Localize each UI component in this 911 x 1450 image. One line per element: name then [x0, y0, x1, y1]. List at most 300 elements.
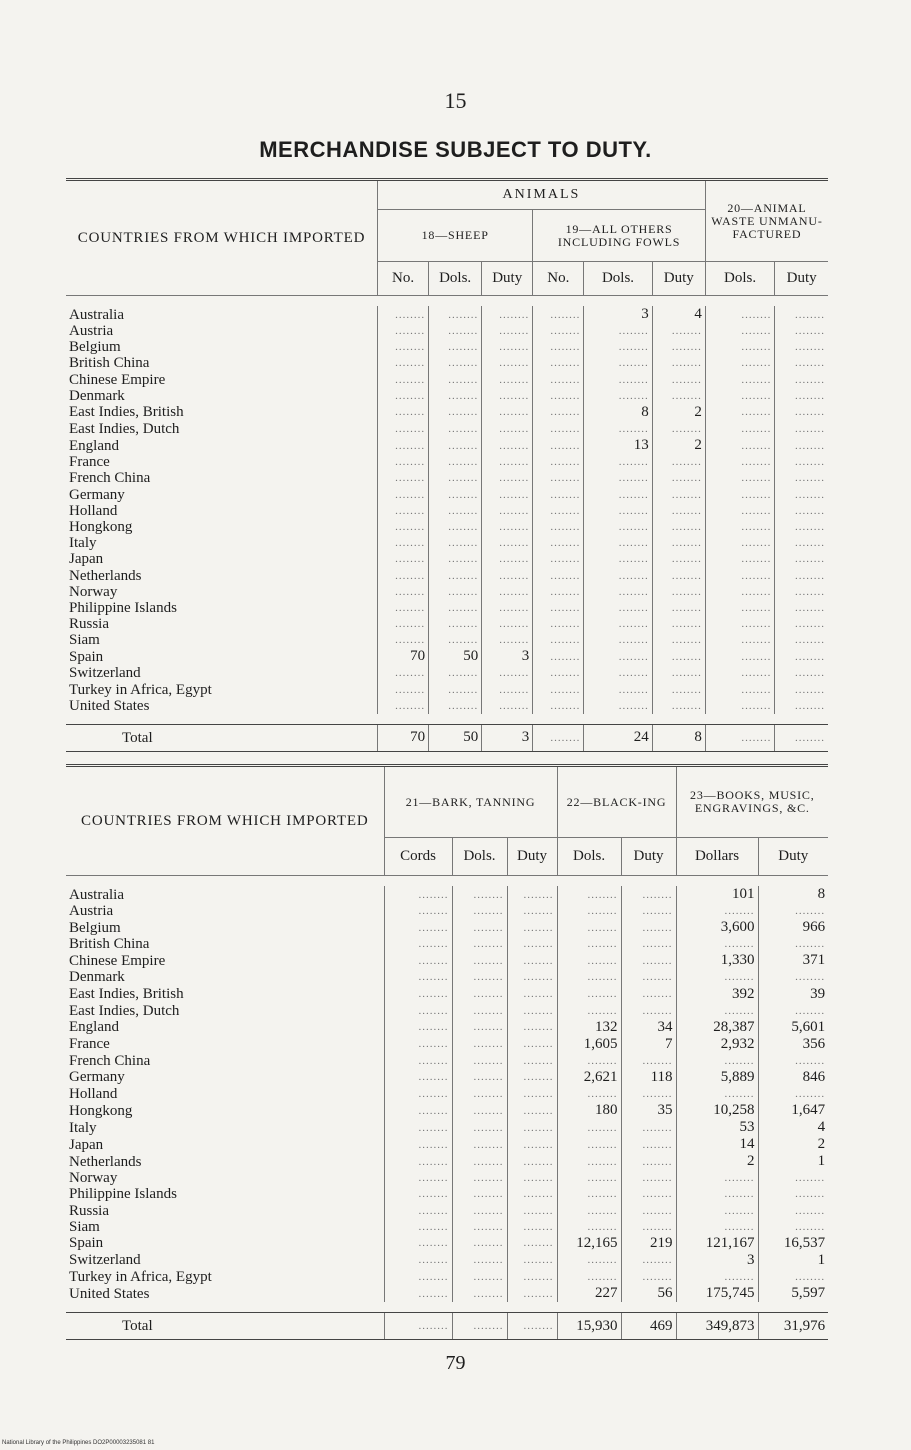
empty-cell: ........	[482, 551, 533, 567]
value-cell: 175,745	[676, 1285, 758, 1302]
empty-cell: ........	[775, 584, 828, 600]
value-cell: 392	[676, 986, 758, 1003]
empty-cell: ........	[652, 355, 705, 371]
country-name: Chinese Empire	[69, 371, 166, 388]
animals-table	[66, 178, 828, 752]
table-row	[66, 600, 828, 616]
empty-cell: ........	[533, 372, 584, 388]
empty-cell: ........	[676, 1203, 758, 1219]
empty-cell: ........	[758, 1203, 828, 1219]
empty-cell: ........	[384, 1036, 452, 1053]
value-cell: 180	[557, 1102, 621, 1119]
empty-cell: ........	[452, 986, 507, 1003]
empty-cell: ........	[652, 665, 705, 681]
empty-cell: ........	[429, 306, 482, 323]
empty-cell: ........	[557, 1252, 621, 1269]
empty-cell: ........	[705, 421, 774, 437]
country-name: Germany	[69, 1069, 125, 1086]
table-row	[66, 1069, 828, 1086]
empty-cell: ........	[584, 682, 652, 698]
empty-cell: ........	[775, 503, 828, 519]
empty-cell: ........	[758, 1219, 828, 1235]
empty-cell: ........	[507, 952, 557, 969]
empty-cell: ........	[557, 1219, 621, 1235]
empty-cell: ........	[507, 1053, 557, 1069]
footer-page-number: 79	[445, 1352, 466, 1374]
value-cell: 4	[652, 306, 705, 323]
empty-cell: ........	[621, 1053, 676, 1069]
empty-cell: ........	[584, 487, 652, 503]
empty-cell: ........	[533, 682, 584, 698]
country-column-header: COUNTRIES FROM WHICH IMPORTED	[66, 180, 378, 296]
empty-cell: ........	[621, 903, 676, 919]
empty-cell: ........	[621, 1153, 676, 1170]
country-name: Siam	[69, 1218, 100, 1235]
country-name: Denmark	[69, 387, 125, 404]
empty-cell: ........	[482, 404, 533, 421]
country-column-header-2: COUNTRIES FROM WHICH IMPORTED	[66, 766, 384, 876]
empty-cell: ........	[384, 1003, 452, 1019]
bark-tanning-header: 21—BARK, TANNING	[384, 766, 557, 838]
value-cell: 219	[621, 1235, 676, 1252]
country-name: Italy	[69, 535, 97, 552]
empty-cell: ........	[676, 969, 758, 985]
country-name: Hongkong	[69, 518, 133, 535]
empty-cell: ........	[584, 519, 652, 535]
value-cell: 2,621	[557, 1069, 621, 1086]
empty-cell: ........	[676, 1003, 758, 1019]
all-others-header: 19—ALL OTHERS INCLUDING FOWLS	[533, 210, 706, 262]
empty-cell: ........	[652, 323, 705, 339]
empty-cell: ........	[507, 1119, 557, 1136]
empty-cell: ........	[775, 519, 828, 535]
table-row	[66, 470, 828, 486]
country-name: East Indies, British	[69, 404, 184, 421]
empty-cell: ........	[705, 487, 774, 503]
table-row	[66, 886, 828, 903]
value-cell: 3	[584, 306, 652, 323]
empty-cell: ........	[676, 936, 758, 952]
page-number: 15	[444, 88, 467, 113]
country-name: Russia	[69, 1202, 110, 1219]
empty-cell: ........	[705, 388, 774, 404]
country-name: Switzerland	[69, 1252, 141, 1269]
empty-cell: ........	[429, 404, 482, 421]
empty-cell: ........	[378, 519, 429, 535]
empty-cell: ........	[584, 698, 652, 714]
table-row	[66, 1203, 828, 1219]
empty-cell: ........	[378, 503, 429, 519]
empty-cell: ........	[758, 1003, 828, 1019]
empty-cell: ........	[482, 421, 533, 437]
empty-cell: ........	[533, 355, 584, 371]
animal-waste-header: 20—ANIMAL WASTE UNMANU-FACTURED	[705, 180, 828, 262]
empty-cell: ........	[705, 665, 774, 681]
empty-cell: ........	[482, 388, 533, 404]
empty-cell: ........	[507, 1219, 557, 1235]
value-cell: 16,537	[758, 1235, 828, 1252]
table-row	[66, 616, 828, 632]
empty-cell: ........	[378, 567, 429, 583]
empty-cell: ........	[775, 339, 828, 355]
country-name: United States	[69, 697, 150, 714]
country-name: Turkey in Africa, Egypt	[69, 681, 212, 698]
animals-group-header: ANIMALS	[378, 180, 706, 210]
library-credit: National Library of the Philippines DO2P00003235081 81	[2, 1440, 155, 1446]
country-name: Belgium	[69, 339, 121, 356]
total-value: 31,976	[758, 1313, 828, 1340]
country-name: Turkey in Africa, Egypt	[69, 1268, 212, 1285]
table-row	[66, 535, 828, 551]
country-name: Chinese Empire	[69, 952, 166, 969]
total-value: 3	[482, 724, 533, 751]
value-cell: 1	[758, 1252, 828, 1269]
value-cell: 56	[621, 1285, 676, 1302]
empty-cell: ........	[507, 1235, 557, 1252]
empty-cell: ........	[452, 1186, 507, 1202]
value-cell: 1,605	[557, 1036, 621, 1053]
empty-cell: ........	[775, 421, 828, 437]
empty-cell: ........	[429, 470, 482, 486]
empty-cell: ........	[429, 372, 482, 388]
empty-cell: ........	[482, 323, 533, 339]
empty-cell: ........	[557, 952, 621, 969]
empty-cell: ........	[482, 600, 533, 616]
country-name: Philippine Islands	[69, 1186, 177, 1203]
value-cell: 966	[758, 919, 828, 936]
table-row	[66, 648, 828, 665]
empty-cell: ........	[676, 1053, 758, 1069]
empty-cell: ........	[705, 355, 774, 371]
country-name: Germany	[69, 486, 125, 503]
empty-cell: ........	[557, 936, 621, 952]
books-music-header: 23—BOOKS, MUSIC, ENGRAVINGS, &C.	[676, 766, 828, 838]
total-value: 469	[621, 1313, 676, 1340]
empty-cell: ........	[775, 487, 828, 503]
empty-cell: ........	[384, 1053, 452, 1069]
unit-header: Duty	[758, 838, 828, 876]
empty-cell: ........	[533, 535, 584, 551]
empty-cell: ........	[621, 986, 676, 1003]
empty-cell: ........	[482, 567, 533, 583]
empty-cell: ........	[384, 1269, 452, 1285]
table-row	[66, 421, 828, 437]
empty-cell: ........	[452, 919, 507, 936]
empty-cell: ........	[775, 567, 828, 583]
empty-cell: ........	[775, 355, 828, 371]
unit-header: Cords	[384, 838, 452, 876]
value-cell: 2	[758, 1136, 828, 1153]
unit-header: Dols.	[452, 838, 507, 876]
empty-cell: ........	[429, 584, 482, 600]
empty-cell: ........	[676, 1219, 758, 1235]
value-cell: 7	[621, 1036, 676, 1053]
empty-cell: ........	[507, 1136, 557, 1153]
value-cell: 1	[758, 1153, 828, 1170]
empty-cell: ........	[384, 1252, 452, 1269]
empty-cell: ........	[378, 454, 429, 470]
value-cell: 1,330	[676, 952, 758, 969]
empty-cell: ........	[452, 1252, 507, 1269]
empty-cell: ........	[652, 648, 705, 665]
empty-cell: ........	[705, 567, 774, 583]
table-row	[66, 519, 828, 535]
empty-cell: ........	[452, 1219, 507, 1235]
empty-cell: ........	[557, 986, 621, 1003]
table-row	[66, 503, 828, 519]
empty-cell: ........	[705, 306, 774, 323]
unit-header: Dols.	[705, 262, 774, 296]
sheep-header: 18—SHEEP	[378, 210, 533, 262]
total-value: 15,930	[557, 1313, 621, 1340]
empty-cell: ........	[429, 665, 482, 681]
value-cell: 2,932	[676, 1036, 758, 1053]
empty-cell: ........	[584, 535, 652, 551]
empty-cell: ........	[452, 936, 507, 952]
empty-cell: ........	[452, 1285, 507, 1302]
value-cell: 371	[758, 952, 828, 969]
value-cell: 132	[557, 1019, 621, 1036]
empty-cell: ........	[507, 1170, 557, 1186]
empty-cell: ........	[758, 1269, 828, 1285]
empty-cell: ........	[557, 969, 621, 985]
country-name: France	[69, 454, 110, 471]
empty-cell: ........	[482, 306, 533, 323]
empty-cell: ........	[378, 470, 429, 486]
empty-cell: ........	[378, 437, 429, 454]
empty-cell: ........	[507, 936, 557, 952]
empty-cell: ........	[557, 1053, 621, 1069]
empty-cell: ........	[705, 724, 774, 751]
unit-header: No.	[378, 262, 429, 296]
empty-cell: ........	[584, 665, 652, 681]
empty-cell: ........	[384, 1153, 452, 1170]
empty-cell: ........	[584, 454, 652, 470]
country-name: Philippine Islands	[69, 599, 177, 616]
value-cell: 14	[676, 1136, 758, 1153]
empty-cell: ........	[482, 339, 533, 355]
empty-cell: ........	[507, 1203, 557, 1219]
page-title: MERCHANDISE SUBJECT TO DUTY.	[259, 137, 652, 162]
empty-cell: ........	[705, 519, 774, 535]
empty-cell: ........	[452, 1136, 507, 1153]
empty-cell: ........	[507, 1285, 557, 1302]
empty-cell: ........	[482, 355, 533, 371]
empty-cell: ........	[652, 535, 705, 551]
empty-cell: ........	[584, 355, 652, 371]
empty-cell: ........	[621, 1119, 676, 1136]
table-row	[66, 1136, 828, 1153]
country-name: East Indies, British	[69, 986, 184, 1003]
empty-cell: ........	[452, 969, 507, 985]
value-cell: 5,601	[758, 1019, 828, 1036]
empty-cell: ........	[705, 339, 774, 355]
empty-cell: ........	[452, 1053, 507, 1069]
blacking-header: 22—BLACK-ING	[557, 766, 676, 838]
value-cell: 39	[758, 986, 828, 1003]
empty-cell: ........	[775, 600, 828, 616]
empty-cell: ........	[452, 1102, 507, 1119]
empty-cell: ........	[705, 404, 774, 421]
table-row	[66, 551, 828, 567]
empty-cell: ........	[584, 372, 652, 388]
table-row	[66, 355, 828, 371]
table-row	[66, 1102, 828, 1119]
empty-cell: ........	[557, 886, 621, 903]
value-cell: 2	[652, 437, 705, 454]
empty-cell: ........	[621, 1186, 676, 1202]
empty-cell: ........	[758, 1170, 828, 1186]
empty-cell: ........	[705, 551, 774, 567]
empty-cell: ........	[507, 1086, 557, 1102]
empty-cell: ........	[533, 648, 584, 665]
unit-header: Dols.	[584, 262, 652, 296]
value-cell: 101	[676, 886, 758, 903]
unit-header: Duty	[652, 262, 705, 296]
table-row	[66, 437, 828, 454]
empty-cell: ........	[557, 1153, 621, 1170]
empty-cell: ........	[652, 454, 705, 470]
country-name: France	[69, 1036, 110, 1053]
empty-cell: ........	[775, 632, 828, 648]
empty-cell: ........	[652, 551, 705, 567]
empty-cell: ........	[621, 1170, 676, 1186]
empty-cell: ........	[507, 1102, 557, 1119]
empty-cell: ........	[584, 323, 652, 339]
empty-cell: ........	[775, 388, 828, 404]
value-cell: 3	[676, 1252, 758, 1269]
empty-cell: ........	[507, 1252, 557, 1269]
empty-cell: ........	[378, 487, 429, 503]
empty-cell: ........	[557, 1186, 621, 1202]
empty-cell: ........	[378, 551, 429, 567]
empty-cell: ........	[775, 437, 828, 454]
empty-cell: ........	[652, 600, 705, 616]
empty-cell: ........	[384, 903, 452, 919]
empty-cell: ........	[429, 437, 482, 454]
empty-cell: ........	[533, 306, 584, 323]
empty-cell: ........	[384, 1019, 452, 1036]
empty-cell: ........	[507, 1003, 557, 1019]
table-row	[66, 969, 828, 985]
empty-cell: ........	[621, 1203, 676, 1219]
country-name: French China	[69, 1052, 151, 1069]
empty-cell: ........	[557, 1086, 621, 1102]
unit-header: Duty	[775, 262, 828, 296]
empty-cell: ........	[452, 952, 507, 969]
value-cell: 3,600	[676, 919, 758, 936]
empty-cell: ........	[533, 470, 584, 486]
value-cell: 12,165	[557, 1235, 621, 1252]
country-name: British China	[69, 936, 150, 953]
empty-cell: ........	[758, 1086, 828, 1102]
table-row	[66, 1036, 828, 1053]
empty-cell: ........	[452, 1086, 507, 1102]
table-row	[66, 632, 828, 648]
empty-cell: ........	[429, 454, 482, 470]
table-row	[66, 986, 828, 1003]
empty-cell: ........	[378, 339, 429, 355]
empty-cell: ........	[429, 682, 482, 698]
empty-cell: ........	[533, 388, 584, 404]
empty-cell: ........	[676, 1269, 758, 1285]
unit-header: Dols.	[557, 838, 621, 876]
empty-cell: ........	[482, 519, 533, 535]
empty-cell: ........	[652, 584, 705, 600]
total-value: 50	[429, 724, 482, 751]
empty-cell: ........	[652, 339, 705, 355]
empty-cell: ........	[429, 698, 482, 714]
empty-cell: ........	[621, 969, 676, 985]
total-value: 349,873	[676, 1313, 758, 1340]
empty-cell: ........	[584, 632, 652, 648]
empty-cell: ........	[775, 454, 828, 470]
table-row	[66, 1086, 828, 1102]
empty-cell: ........	[482, 535, 533, 551]
empty-cell: ........	[775, 535, 828, 551]
empty-cell: ........	[384, 1186, 452, 1202]
table-row	[66, 1053, 828, 1069]
empty-cell: ........	[429, 551, 482, 567]
empty-cell: ........	[533, 665, 584, 681]
unit-header: Dols.	[429, 262, 482, 296]
empty-cell: ........	[429, 339, 482, 355]
empty-cell: ........	[584, 551, 652, 567]
empty-cell: ........	[384, 1219, 452, 1235]
empty-cell: ........	[482, 372, 533, 388]
total-label: Total	[66, 1313, 384, 1340]
empty-cell: ........	[775, 551, 828, 567]
value-cell: 70	[378, 648, 429, 665]
empty-cell: ........	[533, 724, 584, 751]
country-name: Holland	[69, 1086, 118, 1103]
table-row	[66, 404, 828, 421]
value-cell: 4	[758, 1119, 828, 1136]
empty-cell: ........	[507, 1036, 557, 1053]
empty-cell: ........	[384, 1235, 452, 1252]
empty-cell: ........	[378, 632, 429, 648]
empty-cell: ........	[652, 421, 705, 437]
country-name: Austria	[69, 903, 114, 920]
empty-cell: ........	[652, 388, 705, 404]
empty-cell: ........	[429, 567, 482, 583]
table-row	[66, 1019, 828, 1036]
empty-cell: ........	[384, 952, 452, 969]
value-cell: 5,597	[758, 1285, 828, 1302]
empty-cell: ........	[452, 1203, 507, 1219]
empty-cell: ........	[775, 372, 828, 388]
empty-cell: ........	[384, 1170, 452, 1186]
empty-cell: ........	[533, 600, 584, 616]
empty-cell: ........	[378, 372, 429, 388]
empty-cell: ........	[705, 535, 774, 551]
empty-cell: ........	[452, 1003, 507, 1019]
empty-cell: ........	[758, 1186, 828, 1202]
country-name: Norway	[69, 1170, 118, 1187]
empty-cell: ........	[775, 616, 828, 632]
empty-cell: ........	[533, 632, 584, 648]
empty-cell: ........	[507, 1313, 557, 1340]
empty-cell: ........	[384, 1069, 452, 1086]
table-row	[66, 323, 828, 339]
empty-cell: ........	[584, 584, 652, 600]
empty-cell: ........	[533, 567, 584, 583]
total-row	[66, 1313, 828, 1340]
empty-cell: ........	[775, 323, 828, 339]
empty-cell: ........	[705, 632, 774, 648]
table-row	[66, 919, 828, 936]
empty-cell: ........	[557, 1136, 621, 1153]
